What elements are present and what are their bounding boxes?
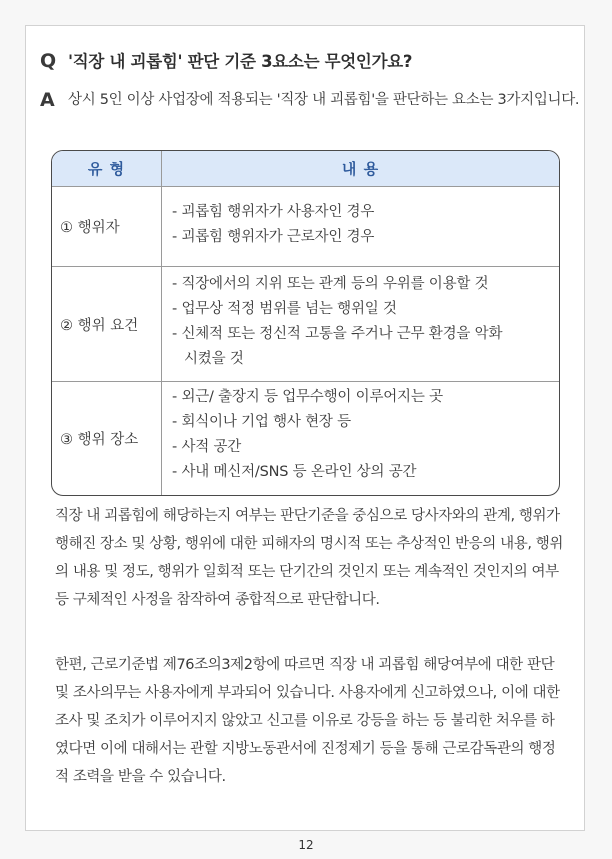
list-item: - 괴롭힘 행위자가 근로자인 경우	[172, 229, 375, 245]
table-header	[52, 151, 559, 187]
list-item: - 직장에서의 지위 또는 관계 등의 우위를 이용할 것	[172, 276, 489, 292]
row-type-place: ③ 행위 장소	[52, 382, 162, 495]
list-item: - 신체적 또는 정신적 고통을 주거나 근무 환경을 악화	[172, 326, 503, 342]
answer-mark: A	[40, 89, 55, 111]
criteria-table	[51, 150, 560, 496]
list-item: - 업무상 적정 범위를 넘는 행위일 것	[172, 301, 397, 317]
header-type: 유 형	[52, 151, 162, 186]
page-number: 12	[298, 838, 314, 852]
list-item: - 괴롭힘 행위자가 사용자인 경우	[172, 204, 375, 220]
table-row	[52, 382, 559, 495]
row-content	[162, 267, 559, 381]
row-content	[162, 382, 559, 495]
question-text: '직장 내 괴롭힘' 판단 기준 3요소는 무엇인가요?	[68, 52, 413, 71]
list-item: - 외근/ 출장지 등 업무수행이 이루어지는 곳	[172, 389, 443, 405]
question	[40, 48, 412, 72]
row-content	[162, 187, 559, 266]
question-mark: Q	[40, 50, 57, 72]
list-item: - 회식이나 기업 행사 현장 등	[172, 414, 351, 430]
table-row	[52, 267, 559, 382]
answer-text: 상시 5인 이상 사업장에 적용되는 '직장 내 괴롭힘'을 판단하는 요소는 3가지입니다.	[68, 92, 580, 108]
row-type-requirement: ② 행위 요건	[52, 267, 162, 381]
list-item: - 사적 공간	[172, 439, 242, 455]
list-item: 시켰을 것	[184, 351, 244, 367]
row-type-actor: ① 행위자	[52, 187, 162, 266]
paragraph-obligation: 한편, 근로기준법 제76조의3제2항에 따르면 직장 내 괴롭힘 해당여부에 대한 판단 및 조사의무는 사용자에게 부과되어 있습니다. 사용자에게 신고하였으나, 이에 대한 조사 및 조치가 이루어지지 않았고 신고를 이유로 강등을 하는 등 불리한 처우를 하였다면 이에 대해서는 관할 지방노동관서에 진정제기 등을 통해 근로감독관의 행정적 조력을 받을 수 있습니다.	[55, 657, 560, 785]
paragraph-judgement: 직장 내 괴롭힘에 해당하는지 여부는 판단기준을 중심으로 당사자와의 관계, 행위가 행해진 장소 및 상황, 행위에 대한 피해자의 명시적 또는 추상적인 반응의 내용, 행위의 내용 및 정도, 행위가 일회적 또는 단기간의 것인지 또는 계속적인 것인지의 여부 등 구체적인 사정을 참작하여 종합적으로 판단합니다.	[55, 508, 563, 608]
table-row	[52, 187, 559, 267]
header-content: 내 용	[341, 160, 380, 178]
answer	[40, 88, 588, 113]
list-item: - 사내 메신저/SNS 등 온라인 상의 공간	[172, 464, 417, 480]
